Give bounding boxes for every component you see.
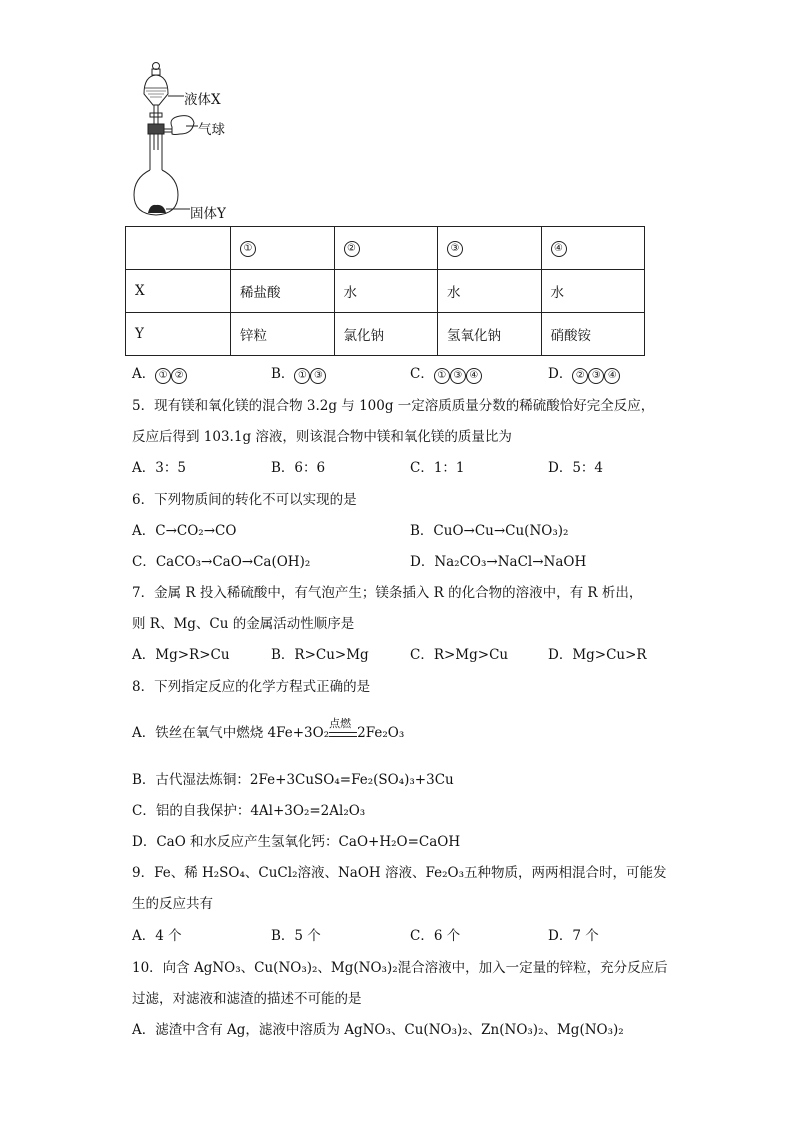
double-equals-sign <box>329 732 357 737</box>
option-letter: A． <box>132 366 156 382</box>
circled-number: ② <box>171 368 187 384</box>
option-a[interactable] <box>132 716 405 741</box>
q9-stem-line1: 9．Fe、稀 H₂SO₄、CuCl₂溶液、NaOH 溶液、Fe₂O₃五种物质，两两相混合时，可能发 <box>132 865 667 881</box>
option-b[interactable]: B．CuO→Cu→Cu(NO₃)₂ <box>410 523 569 539</box>
table-cell: 氢氧化钠 <box>438 313 542 356</box>
table-row <box>126 313 645 356</box>
option-b[interactable]: B．R>Cu>Mg <box>271 647 369 663</box>
table-header-row <box>126 227 645 270</box>
table-cell <box>126 227 231 270</box>
table-cell <box>231 227 335 270</box>
option-a[interactable] <box>132 362 187 384</box>
circled-number: ③ <box>588 368 604 384</box>
circled-number: ① <box>434 368 450 384</box>
circled-number: ③ <box>450 368 466 384</box>
circled-number: ③ <box>310 368 326 384</box>
table-cell <box>334 227 438 270</box>
option-c[interactable]: C．6 个 <box>410 928 461 944</box>
circled-number: ① <box>240 241 256 257</box>
option-b[interactable]: B．5 个 <box>271 928 321 944</box>
circled-number: ① <box>155 368 171 384</box>
option-a-text: A．铁丝在氧气中燃烧 4Fe+3O₂ <box>132 725 330 741</box>
condition-label: 点燃 <box>329 716 352 730</box>
q7-stem-line1: 7．金属 R 投入稀硫酸中，有气泡产生；镁条插入 R 的化合物的溶液中，有 R 析出， <box>132 585 643 601</box>
circled-number: ② <box>344 241 360 257</box>
option-a[interactable]: A．滤渣中含有 Ag，滤液中溶质为 AgNO₃、Cu(NO₃)₂、Zn(NO₃)₂、Mg(NO₃)₂ <box>132 1022 624 1038</box>
table-cell: 水 <box>334 270 438 313</box>
option-b[interactable]: B．6：6 <box>271 460 326 476</box>
option-a[interactable]: A．3：5 <box>132 460 186 476</box>
table-cell: X <box>126 270 231 313</box>
circled-number: ① <box>294 368 310 384</box>
option-a[interactable]: A．Mg>R>Cu <box>132 647 230 663</box>
q6-stem: 6．下列物质间的转化不可以实现的是 <box>132 492 357 508</box>
reagent-table <box>125 226 645 356</box>
option-c[interactable]: C．R>Mg>Cu <box>410 647 509 663</box>
circled-number: ④ <box>604 368 620 384</box>
option-d[interactable]: D．CaO 和水反应产生氢氧化钙：CaO+H₂O=CaOH <box>132 834 461 850</box>
label-balloon: 气球 <box>198 122 225 138</box>
option-c[interactable]: C．CaCO₃→CaO→Ca(OH)₂ <box>132 554 311 570</box>
option-letter: D． <box>548 366 573 382</box>
q10-stem-line1: 10．向含 AgNO₃、Cu(NO₃)₂、Mg(NO₃)₂混合溶液中，加入一定量的锌粒，充分反应后 <box>132 960 668 976</box>
option-c[interactable]: C．铝的自我保护：4Al+3O₂=2Al₂O₃ <box>132 803 366 819</box>
circled-number: ④ <box>466 368 482 384</box>
option-d[interactable]: D．Mg>Cu>R <box>548 647 647 663</box>
label-solid-y: 固体Y <box>190 206 226 222</box>
option-d[interactable]: D．Na₂CO₃→NaCl→NaOH <box>410 554 587 570</box>
q5-stem-line2: 反应后得到 103.1g 溶液，则该混合物中镁和氧化镁的质量比为 <box>132 429 512 445</box>
label-liquid-x: 液体X <box>184 92 221 108</box>
apparatus-figure <box>128 58 268 223</box>
reaction-condition <box>329 716 357 741</box>
q9-stem-line2: 生的反应共有 <box>132 896 213 912</box>
circled-number: ③ <box>447 241 463 257</box>
circled-number: ④ <box>551 241 567 257</box>
table-cell <box>541 227 645 270</box>
option-c[interactable]: C．1：1 <box>410 460 465 476</box>
option-d[interactable]: D．5：4 <box>548 460 604 476</box>
option-b[interactable] <box>271 362 326 384</box>
table-cell: 氯化钠 <box>334 313 438 356</box>
option-a[interactable]: A．C→CO₂→CO <box>132 523 237 539</box>
q8-stem: 8．下列指定反应的化学方程式正确的是 <box>132 679 371 695</box>
option-a-product: 2Fe₂O₃ <box>357 725 405 741</box>
option-a[interactable]: A．4 个 <box>132 928 182 944</box>
option-d[interactable]: D．7 个 <box>548 928 599 944</box>
q5-stem-line1: 5．现有镁和氧化镁的混合物 3.2g 与 100g 一定溶质质量分数的稀硫酸恰好完全反应， <box>132 398 655 414</box>
table-cell: 水 <box>541 270 645 313</box>
option-b[interactable]: B．古代湿法炼铜：2Fe+3CuSO₄=Fe₂(SO₄)₃+3Cu <box>132 772 454 788</box>
q7-stem-line2: 则 R、Mg、Cu 的金属活动性顺序是 <box>132 616 355 632</box>
option-letter: B． <box>271 366 295 382</box>
table-cell <box>438 227 542 270</box>
circled-number: ② <box>572 368 588 384</box>
option-d[interactable] <box>548 362 620 384</box>
table-cell: Y <box>126 313 231 356</box>
q10-stem-line2: 过滤，对滤液和滤渣的描述不可能的是 <box>132 991 362 1007</box>
table-row <box>126 270 645 313</box>
table-cell: 水 <box>438 270 542 313</box>
table-cell: 硝酸铵 <box>541 313 645 356</box>
table-cell: 稀盐酸 <box>231 270 335 313</box>
option-c[interactable] <box>410 362 482 384</box>
table-cell: 锌粒 <box>231 313 335 356</box>
option-letter: C． <box>410 366 434 382</box>
flask-apparatus-diagram <box>128 58 268 223</box>
